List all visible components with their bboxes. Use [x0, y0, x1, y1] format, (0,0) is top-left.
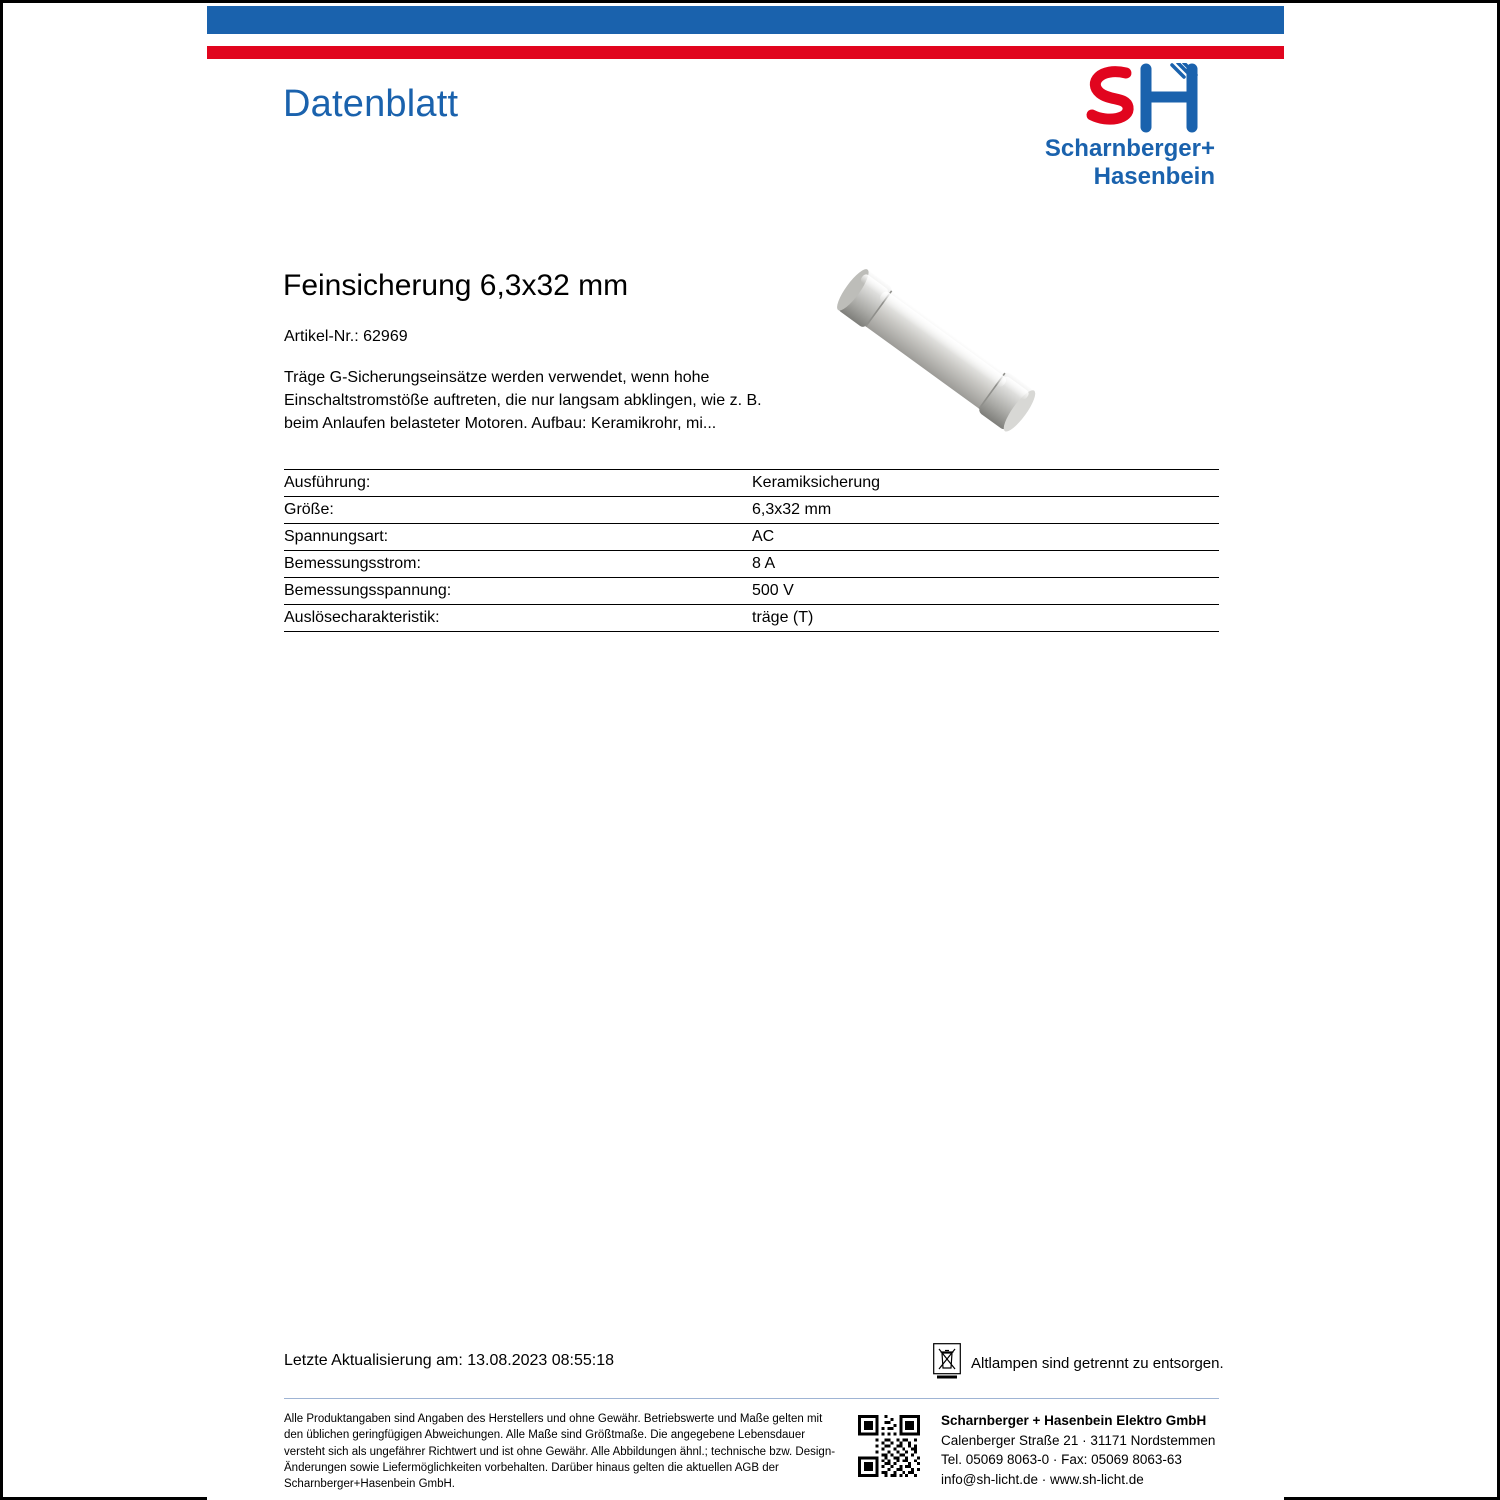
header-bar-blue: [207, 6, 1284, 34]
spec-key: Größe:: [284, 497, 750, 524]
last-update-text: Letzte Aktualisierung am: 13.08.2023 08:55:18: [284, 1352, 615, 1369]
spec-key: Ausführung:: [284, 470, 750, 497]
table-row: [284, 470, 1219, 497]
legal-disclaimer: Alle Produktangaben sind Angaben des Herstellers und ohne Gewähr. Betriebswerte und Maße gelten mit den üblichen geringfügigen Abweichungen. Alle Maße sind Größtmaße. Die angegebene Lebensdauer versteht sich als ungefährer Richtwert und ist ohne Gewähr. Alle Abbildungen ähnl.; technische bzw. Design-Änderungen sowie Liefermöglichkeiten vorbehalten. Darüber hinaus gelten die aktuellen AGB der Scharnberger+Hasenbein GmbH.: [284, 1413, 836, 1491]
specifications-table: [284, 469, 1219, 632]
disposal-note-text: Altlampen sind getrennt zu entsorgen.: [971, 1355, 1224, 1372]
logo-line-2: Hasenbein: [1093, 163, 1215, 191]
company-web[interactable]: info@sh-licht.de · www.sh-licht.de: [941, 1471, 1144, 1487]
spec-value: 8 A: [750, 551, 1219, 578]
table-row: [284, 578, 1219, 605]
sh-logo-icon: [1080, 63, 1215, 135]
spec-value: Keramiksicherung: [750, 470, 1219, 497]
product-description: Träge G-Sicherungseinsätze werden verwendet, wenn hohe Einschaltstromstöße auftreten, die nur langsam abklingen, wie z. B. beim Anlaufen belasteter Motoren. Aufbau: Keramikrohr, mi...: [284, 369, 762, 433]
ceramic-fuse-image: [793, 253, 1073, 453]
disposal-note: [933, 1343, 1233, 1383]
company-address: Calenberger Straße 21 · 31171 Nordstemmen: [941, 1432, 1216, 1448]
document-sheet: [207, 6, 1284, 1500]
spec-key: Bemessungsspannung:: [284, 578, 750, 605]
company-phone: Tel. 05069 8063-0 · Fax: 05069 8063-63: [941, 1452, 1182, 1468]
spec-value: 500 V: [750, 578, 1219, 605]
spec-key: Bemessungsstrom:: [284, 551, 750, 578]
spec-key: Auslösecharakteristik:: [284, 605, 750, 632]
table-row: [284, 605, 1219, 632]
product-article-number: Artikel-Nr.: 62969: [284, 328, 408, 345]
spec-value: AC: [750, 524, 1219, 551]
company-logo-text: [1045, 135, 1215, 192]
logo-line-1: Scharnberger+: [1044, 135, 1215, 162]
qr-code-icon: [858, 1415, 920, 1477]
spec-value: 6,3x32 mm: [750, 497, 1219, 524]
table-row: [284, 551, 1219, 578]
header-bar-red: [207, 46, 1284, 59]
company-contact-block: [941, 1411, 1261, 1489]
product-title: Feinsicherung 6,3x32 mm: [283, 269, 629, 302]
footer-divider: [284, 1398, 1219, 1399]
table-row: [284, 497, 1219, 524]
spec-key: Spannungsart:: [284, 524, 750, 551]
company-logo: [973, 63, 1223, 191]
header-bar-white: [207, 34, 1284, 46]
waste-bin-crossed-icon: [933, 1343, 961, 1379]
company-name: Scharnberger + Hasenbein Elektro GmbH: [941, 1413, 1207, 1428]
spec-value: träge (T): [750, 605, 1219, 632]
page-title: Datenblatt: [283, 83, 459, 125]
table-row: [284, 524, 1219, 551]
